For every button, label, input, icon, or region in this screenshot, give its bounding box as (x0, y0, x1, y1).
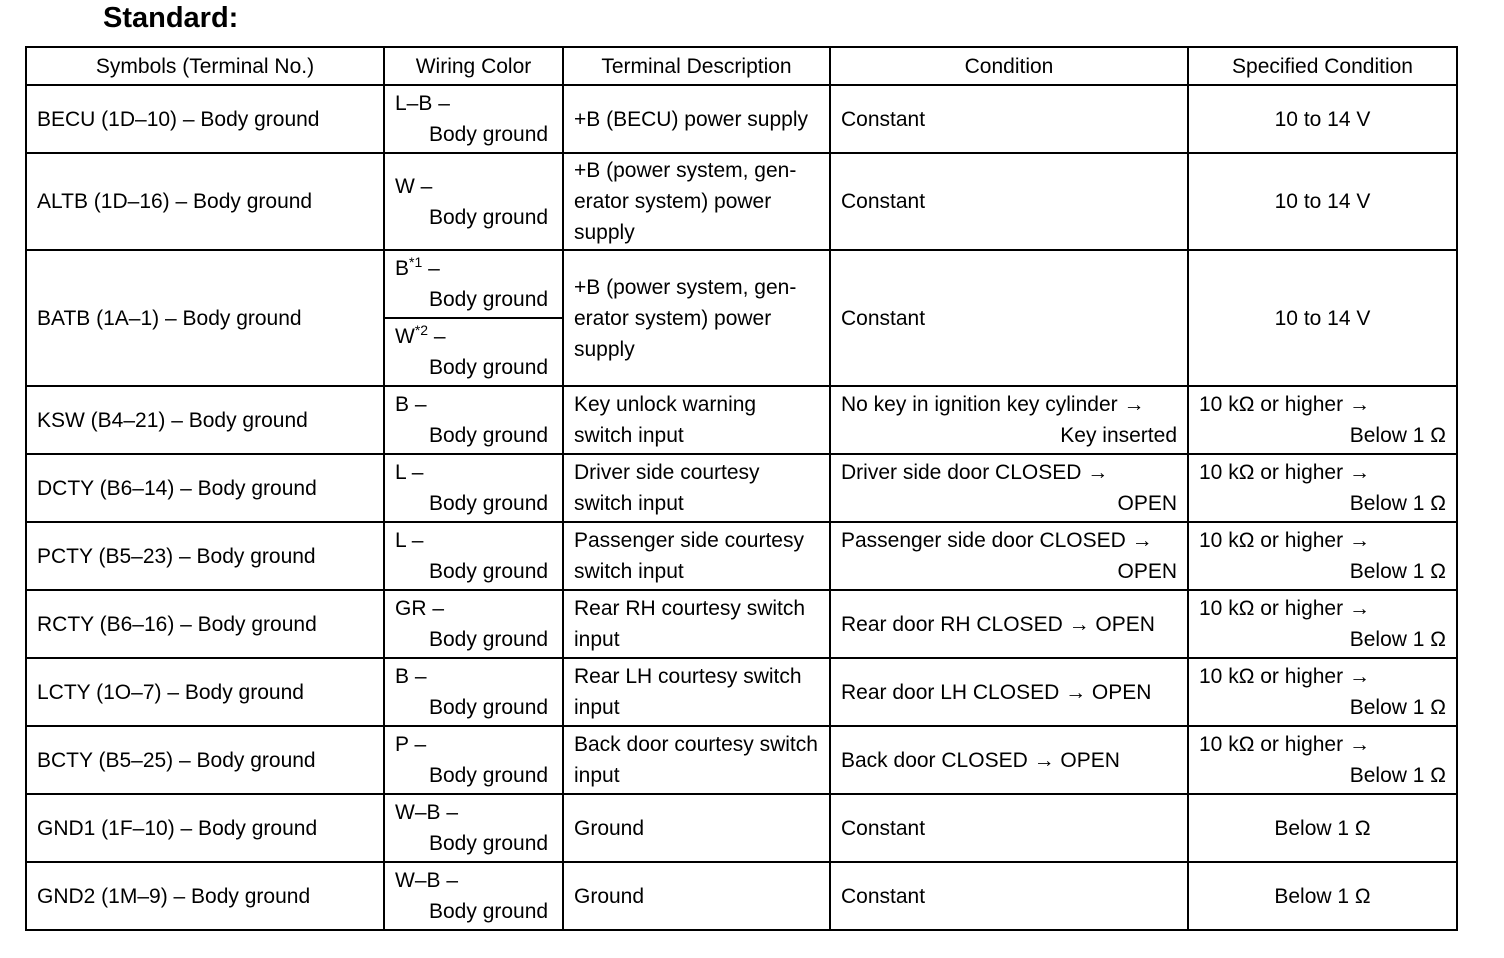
condition-cell (830, 454, 1188, 522)
spec-from: 10 kΩ or higher → (1199, 733, 1370, 756)
spec-to: Below 1 Ω (1349, 696, 1446, 719)
wiring-ground: Body ground (429, 288, 549, 311)
table-row (26, 85, 1457, 153)
condition-cell: Constant (830, 250, 1188, 386)
specified-condition-cell (1188, 386, 1457, 454)
table-row (26, 250, 1457, 318)
spec-to: Below 1 Ω (1349, 492, 1446, 515)
condition-cell (830, 522, 1188, 590)
table-row (26, 153, 1457, 250)
specified-condition-cell (1188, 590, 1457, 658)
table-header-row (26, 47, 1457, 85)
condition-cell: Constant (830, 862, 1188, 930)
wiring-ground: Body ground (429, 492, 549, 515)
wiring-color: L – (395, 461, 424, 484)
symbol-cell: RCTY (B6–16) – Body ground (26, 590, 384, 658)
table-row (26, 794, 1457, 862)
table-row (26, 658, 1457, 726)
wiring-ground: Body ground (429, 696, 549, 719)
wiring-color-cell (384, 318, 563, 386)
specified-condition-cell: 10 to 14 V (1188, 153, 1457, 250)
spec-from: 10 kΩ or higher → (1199, 461, 1370, 484)
wiring-ground: Body ground (429, 832, 549, 855)
specified-condition-cell (1188, 522, 1457, 590)
symbol-cell: GND1 (1F–10) – Body ground (26, 794, 384, 862)
spec-to: Below 1 Ω (1349, 424, 1446, 447)
wiring-color-cell (384, 454, 563, 522)
wiring-color: W–B – (395, 869, 459, 892)
description-cell: Ground (563, 794, 830, 862)
condition-cell: Back door CLOSED → OPEN (830, 726, 1188, 794)
description-cell: Rear LH courtesy switch input (563, 658, 830, 726)
condition-cell (830, 386, 1188, 454)
condition-cell: Rear door RH CLOSED → OPEN (830, 590, 1188, 658)
spec-from: 10 kΩ or higher → (1199, 529, 1370, 552)
table-row (26, 522, 1457, 590)
spec-to: Below 1 Ω (1349, 560, 1446, 583)
wiring-color: $B^{*1}$ – (395, 254, 440, 280)
specified-condition-cell (1188, 454, 1457, 522)
description-cell: Key unlock warning switch input (563, 386, 830, 454)
specified-condition-cell: 10 to 14 V (1188, 85, 1457, 153)
wiring-color: B – (395, 393, 427, 416)
description-cell: +B (BECU) power supply (563, 85, 830, 153)
symbol-cell: LCTY (1O–7) – Body ground (26, 658, 384, 726)
wiring-color: P – (395, 733, 427, 756)
symbol-cell: DCTY (B6–14) – Body ground (26, 454, 384, 522)
symbol-cell: KSW (B4–21) – Body ground (26, 386, 384, 454)
wiring-color-cell (384, 862, 563, 930)
condition-from: No key in ignition key cylinder → (841, 393, 1145, 416)
specified-condition-cell (1188, 726, 1457, 794)
description-cell: Back door courtesy switch input (563, 726, 830, 794)
wiring-color-cell (384, 658, 563, 726)
wiring-ground: Body ground (429, 764, 549, 787)
wiring-color: L–B – (395, 92, 450, 115)
terminal-spec-table (25, 46, 1458, 931)
description-cell: Driver side courtesy switch input (563, 454, 830, 522)
condition-cell: Constant (830, 153, 1188, 250)
wiring-color-cell (384, 726, 563, 794)
wiring-color-cell (384, 85, 563, 153)
wiring-ground: Body ground (429, 424, 549, 447)
specified-condition-cell: 10 to 14 V (1188, 250, 1457, 386)
symbol-cell: BCTY (B5–25) – Body ground (26, 726, 384, 794)
wiring-color: W – (395, 174, 433, 198)
header-wiring-color: Wiring Color (384, 47, 563, 85)
description-cell: Ground (563, 862, 830, 930)
symbol-cell: ALTB (1D–16) – Body ground (26, 153, 384, 250)
wiring-ground: Body ground (429, 628, 549, 651)
wiring-ground: Body ground (429, 560, 549, 583)
header-condition: Condition (830, 47, 1188, 85)
wiring-color: GR – (395, 597, 445, 620)
description-cell: Rear RH courtesy switch input (563, 590, 830, 658)
wiring-ground: Body ground (429, 205, 549, 229)
wiring-color: B – (395, 665, 427, 688)
condition-to: Key inserted (1060, 424, 1177, 447)
specified-condition-cell: Below 1 Ω (1188, 862, 1457, 930)
wiring-color: $W^{*2}$ – (395, 322, 446, 348)
header-terminal-description: Terminal Description (563, 47, 830, 85)
table-row (26, 454, 1457, 522)
symbol-cell: BECU (1D–10) – Body ground (26, 85, 384, 153)
wiring-color-cell (384, 522, 563, 590)
table-row (26, 862, 1457, 930)
table-row (26, 726, 1457, 794)
wiring-ground: Body ground (429, 356, 549, 379)
spec-to: Below 1 Ω (1349, 628, 1446, 651)
table-row (26, 386, 1457, 454)
header-specified-condition: Specified Condition (1188, 47, 1457, 85)
page-heading: Standard: (103, 2, 239, 34)
spec-to: Below 1 Ω (1349, 764, 1446, 787)
description-cell: +B (power system, gen- erator system) power supply (563, 153, 830, 250)
wiring-color-cell (384, 386, 563, 454)
spec-from: 10 kΩ or higher → (1199, 393, 1370, 416)
condition-cell: Constant (830, 794, 1188, 862)
wiring-color: W–B – (395, 801, 459, 824)
condition-cell: Rear door LH CLOSED → OPEN (830, 658, 1188, 726)
wiring-color-cell (384, 153, 563, 250)
condition-from: Passenger side door CLOSED → (841, 529, 1153, 552)
specified-condition-cell (1188, 658, 1457, 726)
wiring-ground: Body ground (429, 123, 549, 146)
symbol-cell: PCTY (B5–23) – Body ground (26, 522, 384, 590)
condition-to: OPEN (1117, 492, 1177, 515)
symbol-cell: GND2 (1M–9) – Body ground (26, 862, 384, 930)
condition-from: Driver side door CLOSED → (841, 461, 1109, 484)
header-symbols: Symbols (Terminal No.) (26, 47, 384, 85)
spec-from: 10 kΩ or higher → (1199, 665, 1370, 688)
specified-condition-cell: Below 1 Ω (1188, 794, 1457, 862)
wiring-color-cell (384, 250, 563, 318)
wiring-color-cell (384, 794, 563, 862)
symbol-cell: BATB (1A–1) – Body ground (26, 250, 384, 386)
wiring-color: L – (395, 529, 424, 552)
wiring-color-cell (384, 590, 563, 658)
wiring-ground: Body ground (429, 900, 549, 923)
condition-cell: Constant (830, 85, 1188, 153)
table-row (26, 590, 1457, 658)
condition-to: OPEN (1117, 560, 1177, 583)
description-cell: Passenger side courtesy switch input (563, 522, 830, 590)
description-cell: +B (power system, gen- erator system) power supply (563, 250, 830, 386)
spec-from: 10 kΩ or higher → (1199, 597, 1370, 620)
